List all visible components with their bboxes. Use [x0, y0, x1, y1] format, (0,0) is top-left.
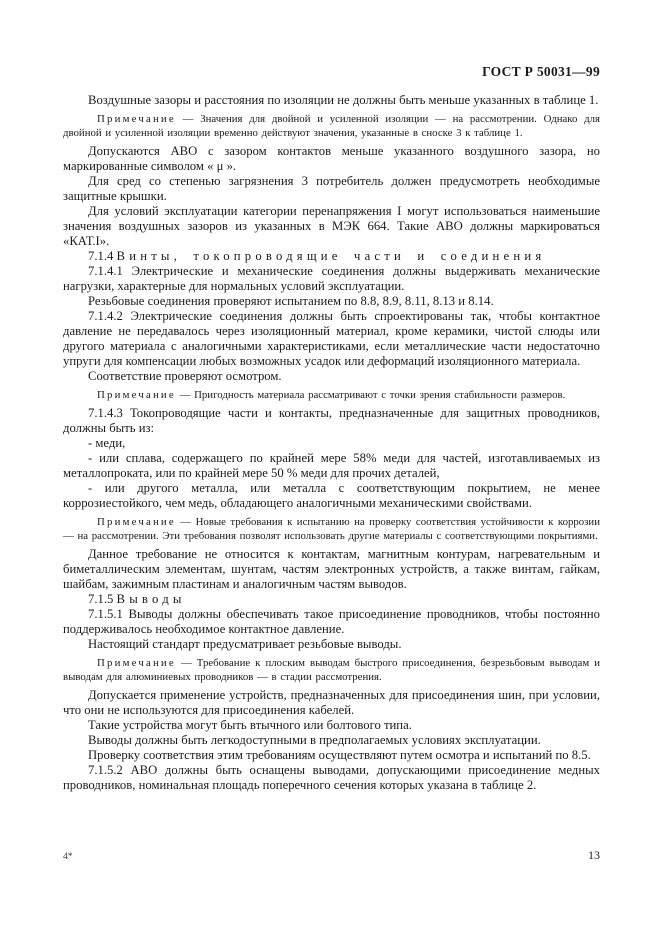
paragraph-inspection: Соответствие проверяют осмотром.	[88, 369, 282, 383]
standard-code: ГОСТ Р 50031—99	[482, 64, 600, 79]
list-item-other-metal: - или другого металла, или металла с соответствующим покрытием, не менее коррозиестойкого, чем медь, обладающего аналогичными механическими свойствами.	[63, 481, 600, 510]
heading-number: 7.1.5	[88, 592, 114, 606]
note-label: Примечание	[97, 516, 176, 528]
note-text: — Новые требования к испытанию на проверку соответствия устойчивости к коррозии — на рассмотрении. Эти требования позволят использовать другие материалы с соответствующими покрытиями.	[63, 516, 600, 542]
page-header	[63, 64, 600, 80]
list-item-copper: - меди,	[88, 436, 126, 450]
note-text: — Пригодность материала рассматривают с точки зрения стабильности размеров.	[175, 389, 566, 401]
note-material-suitability	[63, 388, 600, 402]
paragraph-7143: 7.1.4.3 Токопроводящие части и контакты, предназначенные для защитных проводников, должны быть из:	[63, 406, 600, 435]
print-signature: 4*	[63, 852, 73, 862]
note-corrosion-tests	[63, 515, 600, 543]
note-double-insulation	[63, 112, 600, 140]
paragraph-screw-terminals: Настоящий стандарт предусматривает резьбовые выводы.	[88, 637, 402, 651]
paragraph-busbar-devices: Допускается применение устройств, предназначенных для присоединения шин, при условии, что они не используются для присоединения кабелей.	[63, 688, 600, 717]
note-flat-terminals	[63, 656, 600, 684]
note-text: — Значения для двойной и усиленной изоляции — на рассмотрении. Однако для двойной и усиленной изоляции временно действуют значения, указанные в сноске 3 к таблице 1.	[63, 113, 600, 139]
section-heading-714	[63, 249, 600, 264]
page-number: 13	[588, 848, 600, 862]
note-label: Примечание	[97, 389, 176, 401]
paragraph-7142: 7.1.4.2 Электрические соединения должны быть спроектированы так, чтобы контактное давление не передавалось через изоляционный материал, кроме керамики, чистой слюды или другого материала с аналогичными характеристиками, если металлические части недостаточно упруги для компенсации любых возможных усадок или деформаций изоляционного материала.	[63, 309, 600, 368]
note-label: Примечание	[97, 657, 176, 669]
paragraph-7151: 7.1.5.1 Выводы должны обеспечивать такое присоединение проводников, чтобы постоянно поддерживалось необходимое контактное давление.	[63, 607, 600, 636]
paragraph-plug-bolt-type: Такие устройства могут быть втычного или болтового типа.	[88, 718, 412, 732]
list-item-alloy: - или сплава, содержащего по крайней мере 58% меди для частей, изготавливаемых из металлопроката, или по крайней мере 50 % меди для прочих деталей,	[63, 451, 600, 480]
paragraph-7141: 7.1.4.1 Электрические и механические соединения должны выдерживать механические нагрузки, характерные для нормальных условий эксплуатации.	[63, 264, 600, 293]
paragraph-accessibility: Выводы должны быть легкодоступными в предполагаемых условиях эксплуатации.	[88, 733, 541, 747]
section-heading-715	[63, 592, 600, 607]
heading-title: Выводы	[116, 592, 186, 606]
paragraph-verification: Проверку соответствия этим требованиям осуществляют путем осмотра и испытаний по 8.5.	[88, 748, 591, 762]
paragraph-overvoltage-category: Для условий эксплуатации категории перенапряжения I могут использоваться наименьшие значения воздушных зазоров из указанных в МЭК 664. Такие АВО должны маркироваться «КАТ.I».	[63, 204, 600, 248]
heading-title: Винты, токопроводящие части и соединения	[116, 249, 546, 263]
paragraph-pollution-degree: Для сред со степенью загрязнения 3 потребитель должен предусмотреть необходимые защитные крышки.	[63, 174, 600, 203]
paragraph-exclusions: Данное требование не относится к контактам, магнитным контурам, нагревательным и биметаллическим элементам, шунтам, частям электронных устройств, а также винтам, гайкам, шайбам, зажимным пластинам и аналогичным частям выводов.	[63, 547, 600, 591]
paragraph-7152: 7.1.5.2 АВО должны быть оснащены выводами, допускающими присоединение медных проводников, номинальная площадь поперечного сечения которых указана в таблице 2.	[63, 763, 600, 792]
document-body	[63, 93, 600, 793]
paragraph-mu-marking: Допускаются АВО с зазором контактов меньше указанного воздушного зазора, но маркированные символом « μ ».	[63, 144, 600, 173]
note-label: Примечание	[97, 113, 176, 125]
heading-number: 7.1.4	[88, 249, 114, 263]
paragraph-thread-test: Резьбовые соединения проверяют испытанием по 8.8, 8.9, 8.11, 8.13 и 8.14.	[88, 294, 494, 308]
note-text: — Требование к плоским выводам быстрого присоединения, безрезьбовым выводам и выводам для алюминиевых проводников — в стадии рассмотрения.	[63, 657, 600, 683]
page-footer	[63, 848, 600, 863]
paragraph-air-gaps: Воздушные зазоры и расстояния по изоляции не должны быть меньше указанных в таблице 1.	[88, 93, 599, 107]
